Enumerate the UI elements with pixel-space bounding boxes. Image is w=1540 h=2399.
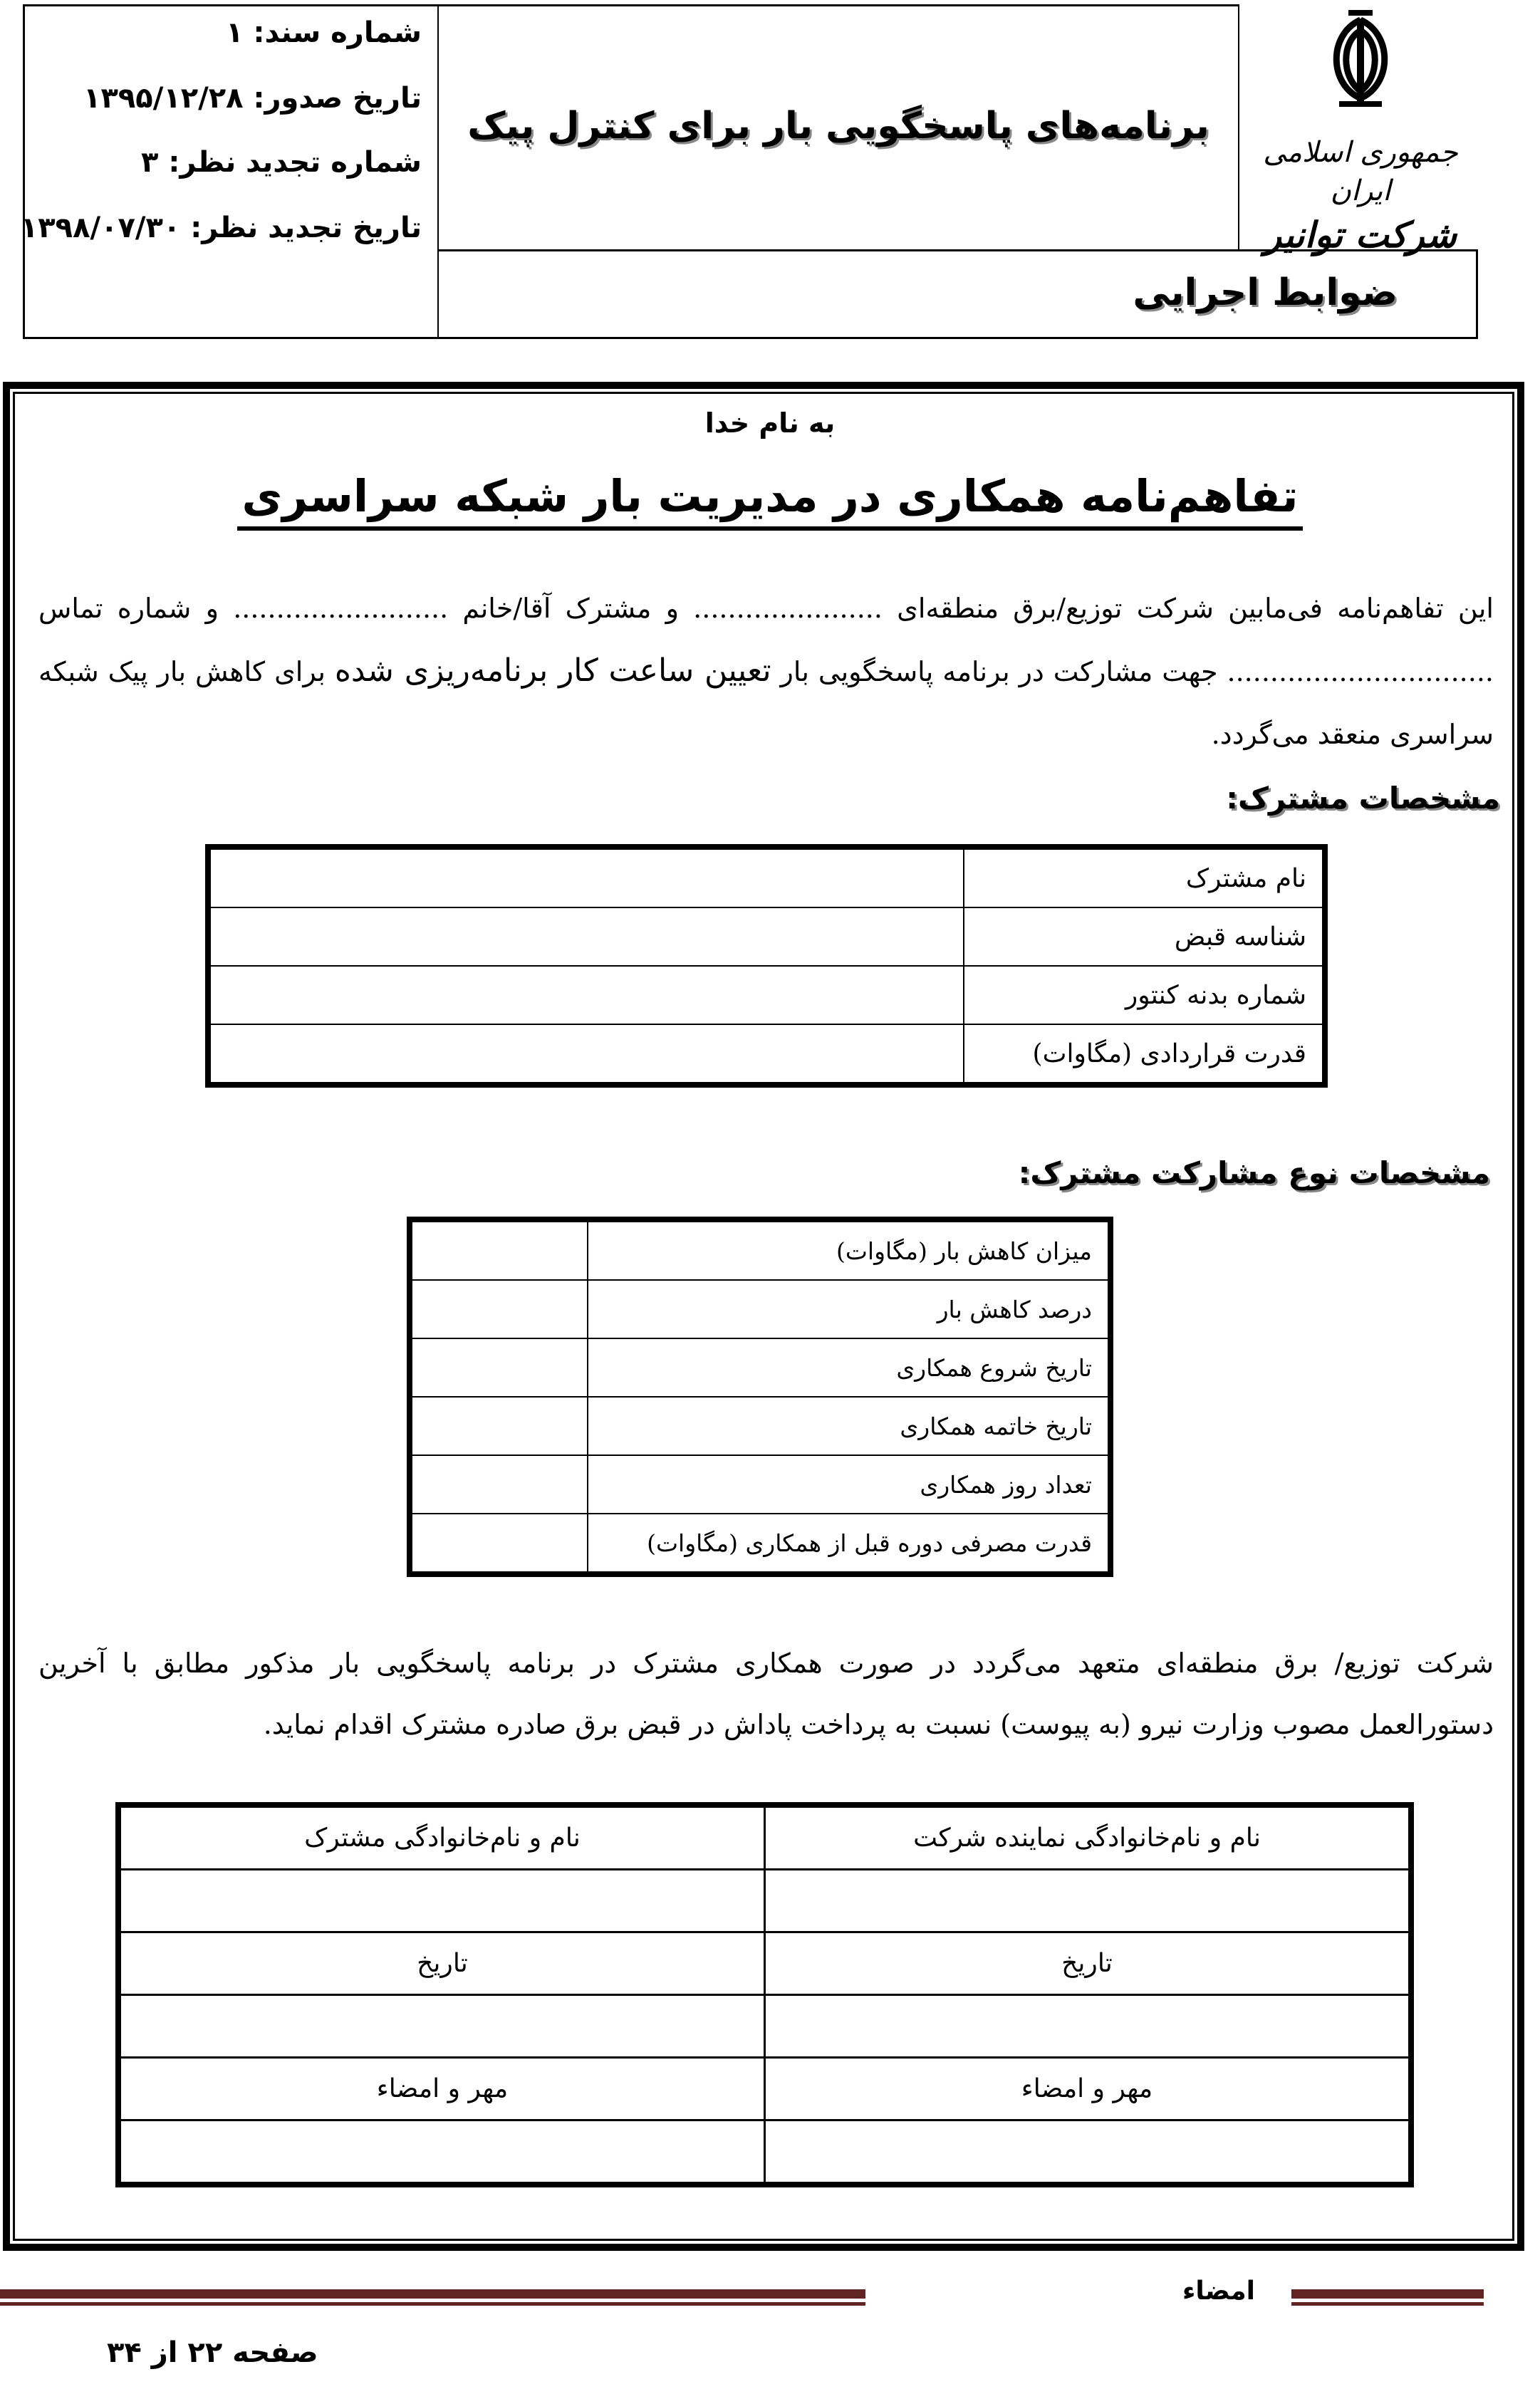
row-label: شناسه قبض	[964, 907, 1325, 966]
row-value-field[interactable]	[208, 1024, 964, 1085]
row-value-field[interactable]	[410, 1219, 588, 1280]
logo-text-country: جمهوری اسلامی ایران	[1263, 136, 1458, 207]
iran-emblem-icon	[1243, 6, 1478, 133]
company-rep-name-label: نام و نام‌خانوادگی نماینده شرکت	[765, 1805, 1412, 1870]
table-row	[410, 1280, 1110, 1338]
table-row	[118, 1805, 1411, 1870]
table-row	[410, 1514, 1110, 1574]
row-value-field[interactable]	[208, 907, 964, 966]
logo-text-company: شرکت توانیر	[1264, 214, 1457, 256]
table-row	[208, 847, 1325, 907]
row-label: قدرت قراردادی (مگاوات)	[964, 1024, 1325, 1085]
customer-seal-field[interactable]	[118, 2120, 765, 2185]
agreement-paragraph	[38, 577, 1494, 766]
row-value-field[interactable]	[410, 1280, 588, 1338]
issue-date: تاریخ صدور: ۱۳۹۵/۱۲/۲۸	[83, 82, 422, 115]
table-row	[410, 1455, 1110, 1514]
table-row	[410, 1219, 1110, 1280]
table-row	[208, 907, 1325, 966]
agreement-title-text: تفاهم‌نامه همکاری در مدیریت بار شبکه سراسری	[237, 470, 1302, 531]
participation-table	[407, 1217, 1113, 1577]
revision-date: تاریخ تجدید نظر: ۱۳۹۸/۰۷/۳۰	[20, 212, 422, 244]
row-label: تاریخ شروع همکاری	[588, 1338, 1110, 1397]
row-label: تعداد روز همکاری	[588, 1455, 1110, 1514]
footer-rule-left	[0, 2289, 865, 2299]
paragraph-text: برای کاهش بار پیک شبکه سراسری منعقد می‌گردد.	[38, 656, 1494, 750]
row-value-field[interactable]	[410, 1455, 588, 1514]
customer-seal-label: مهر و امضاء	[118, 2058, 765, 2120]
row-label: درصد کاهش بار	[588, 1280, 1110, 1338]
bismillah: به نام خدا	[704, 407, 836, 439]
customer-date-label: تاریخ	[118, 1932, 765, 1995]
paragraph-text: این تفاهم‌نامه فی‌مابین شرکت توزیع/برق منطقه‌ای ...................... و مشترک آقا/خانم ......................... و شماره تماس ............................... جهت مشارکت در برنامه پاسخگویی بار	[38, 593, 1494, 687]
footer-signature-label: امضاء	[1182, 2276, 1256, 2306]
row-value-field[interactable]	[410, 1514, 588, 1574]
header-subtitle: ضوابط اجرایی	[1133, 271, 1398, 314]
doc-number: شماره سند: ۱	[226, 16, 422, 49]
document-meta-box	[20, 4, 439, 339]
table-row	[208, 1024, 1325, 1085]
page-number: صفحه ۲۲ از ۳۴	[107, 2336, 318, 2369]
organization-logo	[1243, 6, 1478, 256]
customer-name-label: نام و نام‌خانوادگی مشترک	[118, 1805, 765, 1870]
customer-name-field[interactable]	[118, 1870, 765, 1932]
revision-number: شماره تجدید نظر: ۳	[141, 146, 422, 179]
table-row	[118, 1995, 1411, 2058]
table-row	[410, 1397, 1110, 1455]
row-label: تاریخ خاتمه همکاری	[588, 1397, 1110, 1455]
row-value-field[interactable]	[410, 1338, 588, 1397]
table-row	[118, 1870, 1411, 1932]
row-label: میزان کاهش بار (مگاوات)	[588, 1219, 1110, 1280]
agreement-title	[0, 470, 1540, 522]
footer-rule-left-thin	[0, 2302, 865, 2306]
commitment-paragraph: شرکت توزیع/ برق منطقه‌ای متعهد می‌گردد در صورت همکاری مشترک در برنامه پاسخگویی بار مذکور مطابق با آخرین دستورالعمل مصوب وزارت نیرو (به پیوست) نسبت به پرداخت پاداش در قبض برق صادره مشترک اقدام نماید.	[38, 1648, 1494, 1740]
table-row	[208, 966, 1325, 1024]
header-title-box	[439, 4, 1239, 249]
row-label: شماره بدنه کنتور	[964, 966, 1325, 1024]
customer-date-field[interactable]	[118, 1995, 765, 2058]
company-date-field[interactable]	[765, 1995, 1412, 2058]
table-row	[118, 1932, 1411, 1995]
signature-table	[115, 1802, 1414, 2187]
program-name-emphasis: تعیین ساعت کار برنامه‌ریزی شده	[334, 652, 771, 689]
header-title: برنامه‌های پاسخگویی بار برای کنترل پیک	[467, 105, 1209, 147]
company-seal-label: مهر و امضاء	[765, 2058, 1412, 2120]
company-date-label: تاریخ	[765, 1932, 1412, 1995]
row-value-field[interactable]	[410, 1397, 588, 1455]
header-subtitle-box	[439, 249, 1478, 339]
customer-section-title: مشخصات مشترک:	[1226, 781, 1500, 816]
table-row	[118, 2058, 1411, 2120]
table-row	[410, 1338, 1110, 1397]
participation-section-title: مشخصات نوع مشارکت مشترک:	[1018, 1155, 1490, 1190]
row-value-field[interactable]	[208, 966, 964, 1024]
table-row	[118, 2120, 1411, 2185]
row-label: نام مشترک	[964, 847, 1325, 907]
footer-rule-right	[1291, 2289, 1484, 2299]
company-seal-field[interactable]	[765, 2120, 1412, 2185]
company-rep-name-field[interactable]	[765, 1870, 1412, 1932]
row-value-field[interactable]	[208, 847, 964, 907]
footer-rule-right-thin	[1291, 2302, 1484, 2306]
row-label: قدرت مصرفی دوره قبل از همکاری (مگاوات)	[588, 1514, 1110, 1574]
customer-info-table	[205, 844, 1328, 1088]
